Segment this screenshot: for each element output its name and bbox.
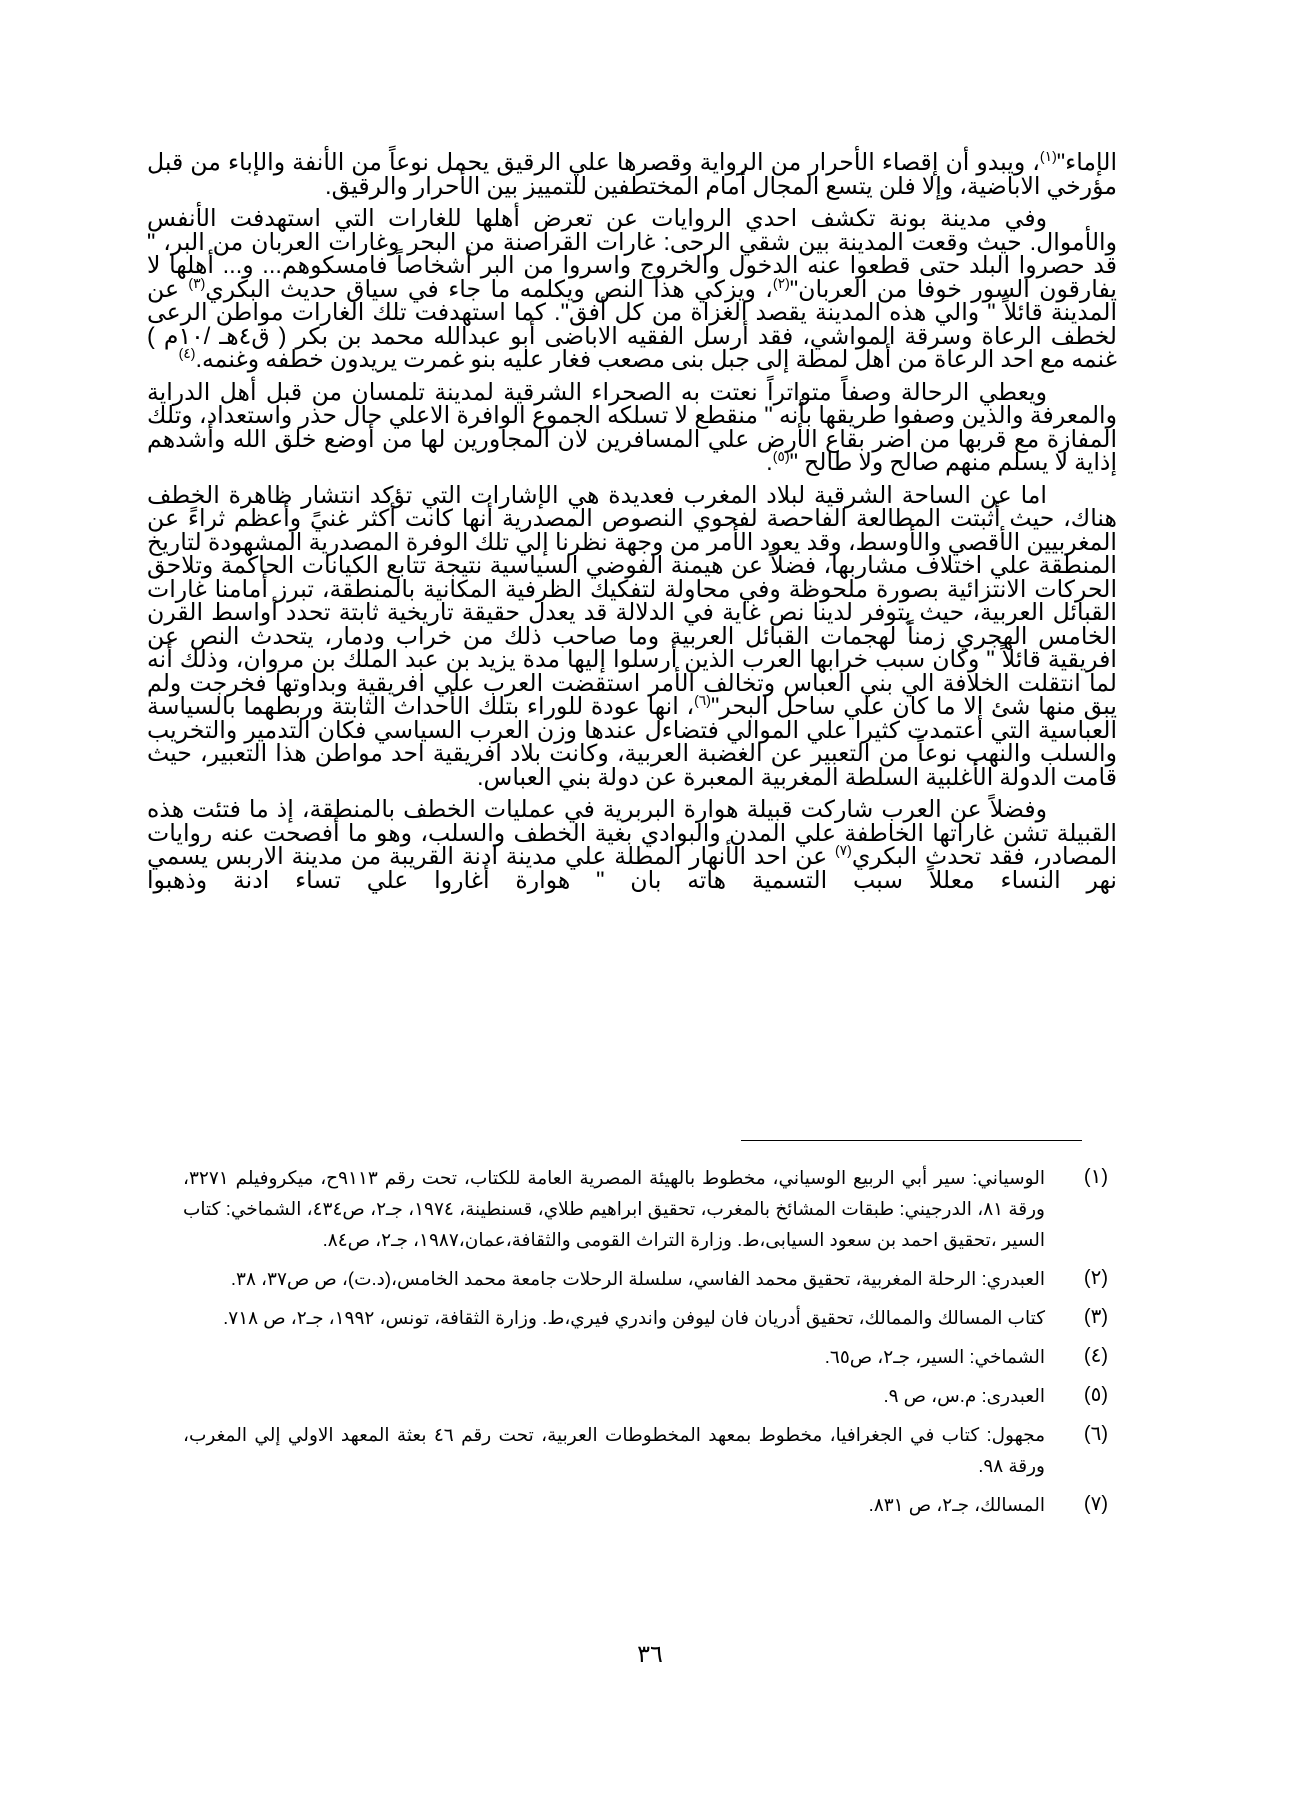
footnote-4 — [183, 1341, 1108, 1372]
footnote-number: (٣) — [1083, 1306, 1108, 1328]
footnote-text: الوسياني: سير أبي الربيع الوسياني، مخطوط بالهيئة المصرية العامة للكتاب، تحت رقم ٩١١٣ح، ميكروفيلم ٣٢٧١، ورقة ٨١، الدرجيني: طبقات المشائخ بالمغرب، تحقيق ابراهيم طلاي، قسنطينة، ١٩٧٤، جـ٢، ص٤٣٤، الشماخي: كتاب السير ،تحقيق احمد بن سعود السيابى،ط. وزارة التراث القومى والثقافة،عمان،١٩٨٧، جـ٢، ص٨٤. — [183, 1167, 1045, 1250]
paragraph-5 — [147, 799, 1117, 893]
footnote-ref-4[interactable]: (٤) — [178, 345, 196, 361]
text-segment: . — [766, 450, 773, 476]
page-number: ٣٦ — [637, 1640, 663, 1668]
text-segment: وفضلاً عن العرب شاركت قبيلة هوارة البربرية في عمليات الخطف بالمنطقة، إذ ما فتئت هذه القبيلة تشن غاراتها الخاطفة علي المدن والبوادي بغية الخطف والسلب، وهو ما أفصحت عنه روايات المصادر، فقد تحدث البكري — [147, 797, 1117, 870]
body-text — [147, 148, 1118, 902]
text-segment: ، ويبدو أن إقصاء الأحرار من الرواية وقصرها علي الرقيق يحمل نوعاً من الأنفة والإباء من قبل مؤرخي الاباضية، وإلا فلن يتسع المجال أمام المختطفين للتمييز بين الأحرار والرقيق. — [147, 150, 1117, 200]
footnote-text: كتاب المسالك والممالك، تحقيق أدريان فان ليوفن واندري فيري،ط. وزارة الثقافة، تونس، ١٩٩٢، جـ٢، ص ٧١٨. — [223, 1307, 1045, 1328]
text-segment: عن المدينة قائلاً " والي هذه المدينة يقصد الغزاة من كل أفق". كما استهدفت تلك الغارات مواطن الرعى لخطف الرعاة وسرقة المواشي، فقد أرسل الفقيه الاباضى أبو عبدالله محمد بن بكر ( ق٤هـ /١٠م ) غنمه مع احد الرعاة من أهل لمطة إلى جبل بنى مصعب فغار عليه بنو غمرت يريدون خطفه وغنمه. — [147, 276, 1118, 373]
text-segment: ، انها عودة للوراء بتلك الأحداث الثابتة وربطهما بالسياسة العباسية التي اعتمدت كثيرا علي الموالي فتضاءل عندها وزن العرب السياسي فكان التدمير والتخريب والسلب والنهب نوعاً من التعبير عن الغضبة العربية، وكانت بلاد افريقية احد مواطن هذا التعبير، حيث قامت الدولة الأغلبية السلطة المغربية المعبرة عن دولة بني العباس. — [147, 694, 1117, 791]
footnote-number: (٥) — [1083, 1384, 1108, 1406]
footnote-number: (٤) — [1083, 1345, 1108, 1367]
footnote-ref-1[interactable]: (١) — [1039, 148, 1057, 164]
text-segment: ويعطي الرحالة وصفاً متواتراً نعتت به الصحراء الشرقية لمدينة تلمسان من قبل أهل الدراية والمعرفة والذين وصفوا طريقها بأنه " منقطع لا تسلكه الجموع الوافرة الاعلي حال حذر واستعداد، وتلك المفازة مع قربها من اضر بقاع الأرض علي المسافرين لان المجاورين لها من أوضع خلق الله وأشدهم إذاية لا يسلم منهم صالح ولا طالح " — [147, 379, 1117, 476]
footnote-7 — [183, 1489, 1108, 1520]
footnote-ref-3[interactable]: (٣) — [188, 274, 206, 291]
text-segment: الإماء" — [1056, 150, 1117, 176]
footnote-ref-2[interactable]: (٢) — [772, 274, 790, 291]
footnote-text: المسالك، جـ٢، ص ٨٣١. — [868, 1494, 1045, 1515]
footnote-number: (٢) — [1083, 1267, 1108, 1289]
footnote-ref-5[interactable]: (٥) — [772, 448, 790, 464]
footnote-number: (١) — [1083, 1166, 1108, 1188]
text-segment: عن احد الأنهار المطلة علي مدينة ادنة القريبة من مدينة الاربس يسمي نهر النساء معللاً سبب التسمية هاته بان " هوارة أغاروا علي تساء ادنة وذهبوا — [147, 844, 1117, 894]
footnote-separator — [741, 1140, 1082, 1141]
footnotes-section — [183, 1162, 1108, 1528]
footnote-text: مجهول: كتاب في الجغرافيا، مخطوط بمعهد المخطوطات العربية، تحت رقم ٤٦ بعثة المعهد الاولي إلي المغرب، ورقة ٩٨. — [183, 1424, 1045, 1476]
footnote-6 — [183, 1419, 1108, 1481]
paragraph-3 — [147, 379, 1117, 476]
footnote-5 — [183, 1380, 1108, 1411]
footnote-number: (٧) — [1083, 1493, 1108, 1515]
footnote-3 — [183, 1302, 1108, 1333]
footnote-number: (٦) — [1083, 1423, 1108, 1445]
footnote-1 — [183, 1162, 1108, 1255]
footnote-text: العبدري: الرحلة المغربية، تحقيق محمد الفاسي، سلسلة الرحلات جامعة محمد الخامس،(د.ت)، ص ص٣٧، ٣٨. — [230, 1268, 1045, 1289]
paragraph-2 — [147, 208, 1117, 373]
footnote-text: العبدرى: م.س، ص ٩. — [883, 1385, 1045, 1406]
text-segment: ، ويزكي هذا النص ويكلمه ما جاء في سياق حديث البكري — [205, 276, 773, 303]
paragraph-1 — [147, 148, 1117, 200]
footnote-ref-6[interactable]: (٦) — [694, 692, 711, 708]
paragraph-4 — [147, 482, 1117, 791]
footnote-ref-7[interactable]: (٧) — [834, 842, 852, 858]
footnote-text: الشماخي: السير، جـ٢، ص٦٥. — [824, 1346, 1045, 1367]
footnote-2 — [183, 1263, 1108, 1294]
text-segment: اما عن الساحة الشرقية لبلاد المغرب فعديدة هي الإشارات التي تؤكد انتشار ظاهرة الخطف هناك، حيث أثبتت المطالعة الفاحصة لفحوي النصوص المصدرية أنها كانت أكثر غنيً وأعظم ثراءً عن المغربيين الأقصي والأوسط، وقد يعود الأمر من وجهة نظرنا إلي تلك الوفرة المصدرية المشهودة لتاريخ المنطقة علي اختلاف مشاربها، فضلاً عن هيمنة الفوضي السياسية نتيجة تتابع الكيانات الحاكمة وتلاحق الحركات الانتزائية بصورة ملحوظة وفي محاولة لتفكيك الظرفية المكانية بالمنطقة، تبرز أمامنا غارات القبائل العربية، حيث يتوفر لدينا نص غاية في الدلالة قد يعدل حقيقة تاريخية ثابتة تحدد أواسط القرن الخامس الهجري زمناً لهجمات القبائل العربية وما صاحب ذلك من خراب ودمار، يتحدث النص عن افريقية قائلاً " وكان سبب خرابها العرب الذين أرسلوا إليها مدة يزيد بن عبد الملك بن مروان، وذلك أنه لما انتقلت الخلافة الي بني العباس وتخالف الأمر استقضت العرب علي افريقية وبداوتها فخرجت ولم يبق منها شئ إلا ما كان علي ساحل البحر" — [147, 482, 1117, 720]
text-segment: وفي مدينة بونة تكشف احدي الروايات عن تعرض أهلها للغارات التي استهدفت الأنفس والأموال. حيث وقعت المدينة بين شقي الرحى: غارات القراصنة من البحر وغارات العربان من البر، " قد حصروا البلد حتى قطعوا عنه الدخول والخروج واسروا من البر أشخاصاً فامسكوهم... و... أهلها لا يفارقون السور خوفا من العربان" — [147, 206, 1118, 303]
